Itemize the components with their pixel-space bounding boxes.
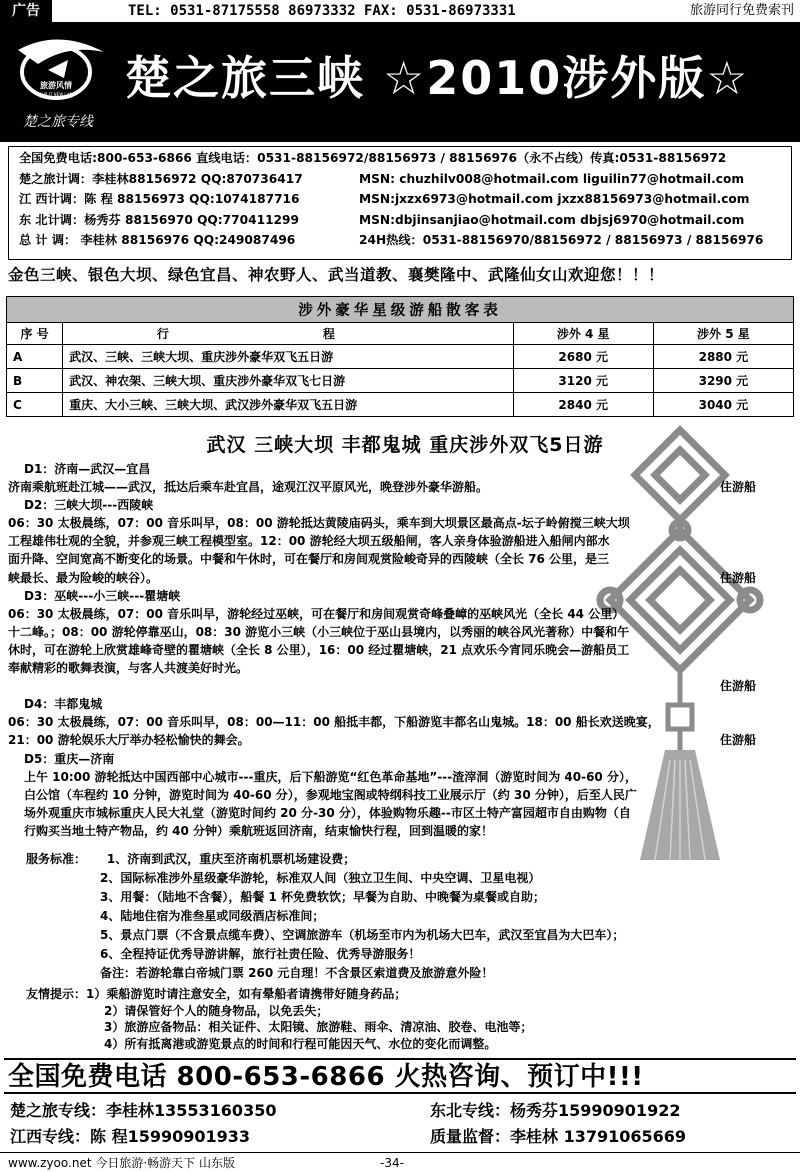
service-label: 服务标准： xyxy=(26,852,87,866)
itinerary-line: 白公馆（车程约 10 分钟，游览时间为 40-60 分），参观地宝阁或特纲科技工业展示厅（约 30 分钟），后至人民广 xyxy=(24,787,637,802)
cell-star5: 3290 元 xyxy=(653,369,793,393)
contact-left: 江 西计调：陈 程 88156973 QQ:1074187716 xyxy=(19,192,300,206)
logo-script: 楚之旅专线 xyxy=(23,114,93,130)
footer-site: www.zyoo.net 今日旅游·畅游天下 山东版 xyxy=(8,1156,235,1170)
cell-no: C xyxy=(7,393,63,417)
cell-star4: 3120 元 xyxy=(513,369,653,393)
contact-right: MSN:dbjinsanjiao@hotmail.com dbjsj6970@hotmail.com xyxy=(359,212,745,227)
service-standards xyxy=(26,850,624,983)
free-phone-line: 全国免费电话:800-653-6866 直线电话：0531-88156972/88156973 / 88156976（永不占线）传真:0531-88156972 xyxy=(19,151,727,165)
line-text: 峡最长、最为险峻的峡谷）。 xyxy=(8,570,159,585)
contact-line xyxy=(15,148,785,169)
tip-item: 2）请保管好个人的随身物品，以免丢失； xyxy=(104,1003,329,1018)
tips-line xyxy=(26,986,532,1003)
itinerary-line xyxy=(8,731,792,749)
service-item: 6、全程持证优秀导游讲解，旅行社责任险、优秀导游服务！ xyxy=(100,947,421,961)
contact-row xyxy=(15,210,785,231)
hotlines xyxy=(10,1098,790,1150)
contact-row xyxy=(15,230,785,251)
cell-star5: 2880 元 xyxy=(653,345,793,369)
banner-title: 楚之旅三峡 ☆2010涉外版☆ xyxy=(125,51,750,105)
cell-star4: 2680 元 xyxy=(513,345,653,369)
cell-no: A xyxy=(7,345,63,369)
contact-right: MSN: chuzhilv008@hotmail.com liguilin77@hotmail.com xyxy=(359,171,745,186)
stay-label: 住游船 xyxy=(719,570,756,585)
service-item: 3、用餐：（陆地不含餐），船餐 1 杯免费软饮；早餐为自助、中晚餐为桌餐或自助； xyxy=(100,890,546,904)
cell-route: 重庆、大小三峡、三峡大坝、武汉涉外豪华双飞五日游 xyxy=(63,393,514,417)
itinerary-line: 奉献精彩的歌舞表演，与客人共渡美好时光。 xyxy=(8,661,249,676)
itinerary-heading: 武汉 三峡大坝 丰都鬼城 重庆涉外双飞5日游 xyxy=(206,434,604,456)
page-number: -34- xyxy=(380,1156,404,1170)
stay-label: 住游船 xyxy=(719,480,756,495)
contact-left: 东 北计调：杨秀芬 88156970 QQ:770411299 xyxy=(19,212,299,227)
line-text: 济南乘航班赴江城——武汉，抵达后乘车赴宜昌，途观江汉平原风光，晚登涉外豪华游船。 xyxy=(8,480,489,495)
contact-left: 总 计 调： 李桂林 88156976 QQ:249087496 xyxy=(19,233,296,247)
itinerary-line xyxy=(8,677,792,695)
service-item: 1、济南到武汉，重庆至济南机票机场建设费； xyxy=(106,852,356,866)
slogan: 金色三峡、银色大坝、绿色宜昌、神农野人、武当道教、襄樊隆中、武隆仙女山欢迎您！！！ xyxy=(8,266,665,284)
day-title: D1：济南—武汉—宜昌 xyxy=(24,462,151,476)
itinerary-line: 06：30 太极晨练，07：00 音乐叫早，08：00 游轮抵达黄陵庙码头，乘车到大坝景区最高点-坛子岭俯搅三峡大坝 xyxy=(8,516,630,531)
day-title: D2：三峡大坝---西陵峡 xyxy=(24,498,154,513)
hotline-right: 质量监督：李桂林 13791065669 xyxy=(430,1127,687,1146)
service-note: 备注：若游轮靠白帝城门票 260 元自理！不含景区索道费及旅游意外险！ xyxy=(100,966,494,980)
logo-top-text: 旅游风情 xyxy=(40,81,72,90)
cell-no: B xyxy=(7,369,63,393)
contact-box xyxy=(8,146,792,260)
itinerary-line xyxy=(8,478,792,496)
cell-star5: 3040 元 xyxy=(653,393,793,417)
footer xyxy=(0,1152,800,1172)
banner xyxy=(0,24,800,142)
col-route-b: 程 xyxy=(263,323,513,345)
hotline-row xyxy=(10,1124,790,1150)
cell-route: 武汉、神农架、三峡大坝、重庆涉外豪华双飞七日游 xyxy=(63,369,514,393)
contact-right: 24H热线：0531-88156970/88156972 / 88156973 / 88156976 xyxy=(359,233,764,247)
logo-sub-text: YOUR IT NEW LAND xyxy=(36,92,76,97)
tips-label: 友情提示： xyxy=(26,987,87,1001)
tel-fax: TEL: 0531-87175558 86973332 FAX: 0531-86973331 xyxy=(128,3,516,19)
itinerary-line xyxy=(8,569,792,587)
contact-row xyxy=(15,169,785,190)
hotline-row xyxy=(10,1098,790,1124)
day-title: D3：巫峡---小三峡---瞿塘峡 xyxy=(24,588,181,603)
itinerary-line: 06：30 太极晨练，07：00 音乐叫早，08：00—11：00 船抵丰都，下船游览丰都名山鬼城。18：00 船长欢送晚宴， xyxy=(8,715,660,730)
day-title: D4：丰都鬼城 xyxy=(24,697,103,712)
free-tag: 旅游同行免费索刊 xyxy=(689,3,794,18)
big-phone-banner: 全国免费电话 800-653-6866 火热咨询、预订中!!! xyxy=(4,1058,796,1094)
contact-left: 楚之旅计调：李桂林88156972 QQ:870736417 xyxy=(19,171,303,186)
contact-right: MSN:jxzx6973@hotmail.com jxzx88156973@hotmail.com xyxy=(359,192,750,206)
itinerary-line: 面升降、空间宽高不断变化的场景。中餐和午休时，可在餐厅和房间观赏险峻奇异的西陵峡（全长 76 公里，是三 xyxy=(8,552,610,567)
table-row xyxy=(7,345,794,369)
tip-item: 4）所有抵离港或游览景点的时间和行程可能因天气、水位的变化而调整。 xyxy=(104,1036,497,1051)
itinerary-line: 休时，可在游轮上欣赏雄峰奇壁的瞿塘峡（全长 8 公里），16：00 经过瞿塘峡，21 点欢乐今宵同乐晚会—游船员工 xyxy=(8,642,630,657)
service-item: 4、陆地住宿为准叁星或同级酒店标准间； xyxy=(100,909,325,923)
tip-item: 1）乘船游览时请注意安全，如有晕船者请携带好随身药品； xyxy=(86,987,407,1001)
contact-row xyxy=(15,189,785,210)
day-title: D5：重庆—济南 xyxy=(24,751,115,766)
table-row xyxy=(7,393,794,417)
friendly-tips xyxy=(26,986,532,1052)
hotline-left: 楚之旅专线：李桂林13553160350 xyxy=(10,1101,277,1120)
table-header-row xyxy=(7,323,794,345)
itinerary-line: 十二峰。；08：00 游轮停靠巫山，08：30 游览小三峡（小三峡位于巫山县境内，以秀丽的峡谷风光著称）中餐和午 xyxy=(8,624,630,639)
hotline-right: 东北专线：杨秀芬15990901922 xyxy=(430,1101,681,1120)
itinerary-line: 06：30 太极晨练，07：00 音乐叫早，游轮经过巫峡，可在餐厅和房间观赏奇峰叠嶂的巫峡风光（全长 44 公里） xyxy=(8,606,625,621)
table-caption: 涉外豪华星级游船散客表 xyxy=(7,297,794,323)
tip-item: 3）旅游应备物品：相关证件、太阳镜、旅游鞋、雨伞、清凉油、胶卷、电池等； xyxy=(104,1020,533,1034)
hotline-left: 江西专线：陈 程15990901933 xyxy=(10,1127,251,1146)
logo-icon xyxy=(8,30,108,136)
col-route-a: 行 xyxy=(63,323,263,345)
ad-label: 广告 xyxy=(0,0,52,22)
cell-route: 武汉、三峡、三峡大坝、重庆涉外豪华双飞五日游 xyxy=(63,345,514,369)
service-line xyxy=(26,850,624,869)
service-item: 5、景点门票（不含景点缆车费）、空调旅游车（机场至市内为机场大巴车，武汉至宜昌为大巴车）； xyxy=(100,928,625,942)
itinerary-line: 上午 10:00 游轮抵达中国西部中心城市---重庆，后下船游览“红色革命基地”---渣滓洞（游览时间为 40-60 分）， xyxy=(24,769,637,784)
service-item: 2、国际标准涉外星级豪华游轮，标准双人间（独立卫生间、中央空调、卫星电视） xyxy=(100,871,541,885)
col-no: 序 号 xyxy=(7,323,63,345)
col-star5: 涉外 5 星 xyxy=(653,323,793,345)
table-row xyxy=(7,369,794,393)
cruise-price-table xyxy=(6,296,794,417)
stay-label: 住游船 xyxy=(719,679,756,694)
cell-star4: 2840 元 xyxy=(513,393,653,417)
line-text: 21：00 游轮娱乐大厅举办轻松愉快的舞会。 xyxy=(8,733,250,748)
itinerary-line: 行购买当地土特产物品，约 40 分钟）乘航班返回济南，结束愉快行程，回到温暖的家！ xyxy=(24,823,494,838)
stay-label: 住游船 xyxy=(719,733,756,748)
itinerary-line: 场外观重庆市城标重庆人民大礼堂（游览时间约 20 分-30 分），体验购物乐趣--市区土特产富园超市自由购物（自 xyxy=(24,805,631,820)
top-bar xyxy=(0,0,800,22)
itinerary-line: 工程雄伟壮观的全貌，并参观三峡工程模型室。12：00 游轮经大坝五级船闸，客人亲身体验游船进入船闸内部水 xyxy=(8,534,610,549)
col-star4: 涉外 4 星 xyxy=(513,323,653,345)
itinerary-body xyxy=(8,460,792,840)
